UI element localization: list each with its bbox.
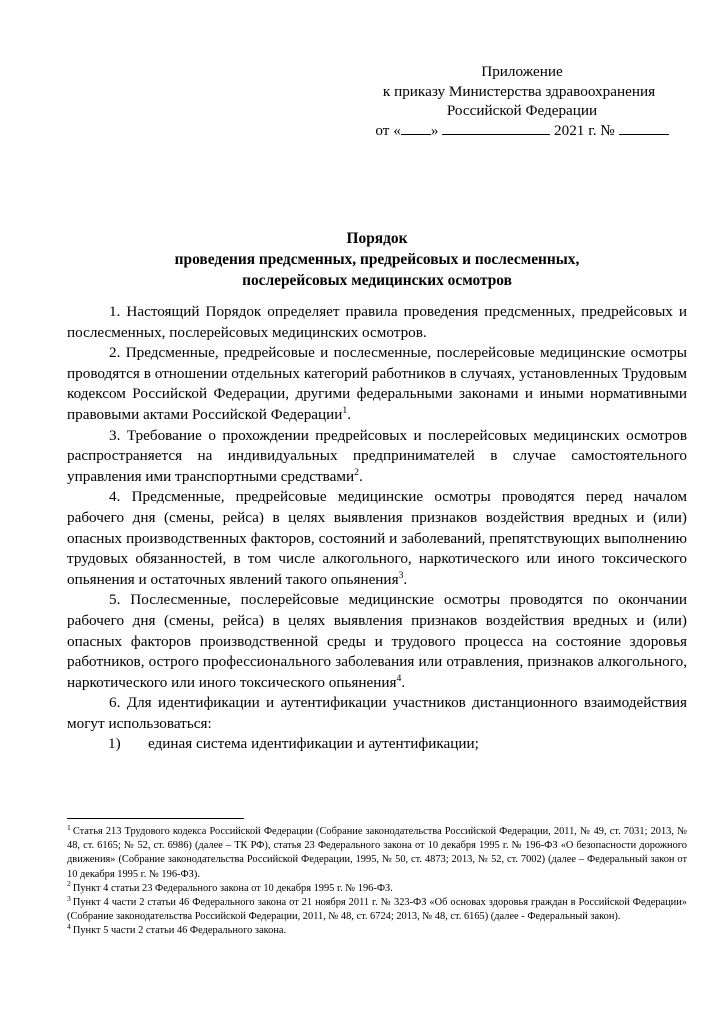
order-year-text: 2021 г. №	[550, 121, 619, 139]
title-line-3: послерейсовых медицинских осмотров	[242, 272, 512, 289]
footnote-4	[67, 921, 687, 938]
order-date-mid: »	[430, 121, 443, 139]
header-ministry-line: к приказу Министерства здравоохранения	[382, 82, 656, 100]
footnote-3-number: 3	[67, 893, 71, 903]
footnote-1	[67, 822, 687, 882]
paragraph-6: 6. Для идентификации и аутентификации участников дистанционного взаимодействия могут использоваться:	[67, 694, 687, 732]
header-appendix-label: Приложение	[481, 63, 563, 80]
list-item-label: единая система идентификации и аутентификации;	[148, 735, 479, 753]
footnote-2	[67, 879, 687, 896]
paragraph-5	[67, 590, 687, 693]
paragraph-5-text: 5. Послесменные, послерейсовые медицинские осмотры проводятся по окончании рабочего дня (смены, рейса) в целях выявления признаков воздействия вредных и (или) опасных факторов производственной среды и трудового процесса на состояние здоровья работников, острого профессионального заболевания или отравления, признаков алкогольного, наркотического или иного токсического опьянения	[67, 591, 687, 691]
paragraph-2	[67, 343, 687, 425]
footnote-1-number: 1	[67, 822, 71, 832]
order-month-blank	[442, 134, 550, 135]
footnote-4-number: 4	[67, 921, 71, 931]
footnote-separator	[67, 818, 244, 819]
order-number-blank	[619, 134, 669, 135]
footnote-3-text: Пункт 4 части 2 статьи 46 Федерального закона от 21 ноября 2011 г. № 323-ФЗ «Об основах здоровья граждан в Российской Федерации» (Собрание законодательства Российской Федерации, 2011, № 48, ст. 6724; 2013, № 48, ст. 6165) (далее - Федеральный закон).	[67, 897, 687, 923]
paragraph-2-tail: .	[347, 405, 352, 423]
footnote-ref-3: 3	[398, 569, 404, 581]
footnote-1-text: Статья 213 Трудового кодекса Российской Федерации (Собрание законодательства Российской Федерации, 2011, № 49, ст. 7031; 2013, № 48, ст. 6165; № 52, ст. 6986) (далее – ТК РФ), статья 23 Федерального закона от 10 декабря 1995 г. № 196-ФЗ «О безопасности дорожного движения» (Собрание законодательства Российской Федерации, 1995, № 50, ст. 4873; 2013, № 52, ст. 7002) (далее – Федеральный закон от 10 декабря 1995 г. № 196-ФЗ).	[67, 826, 687, 880]
title-line-2: проведения предсменных, предрейсовых и послесменных,	[174, 251, 580, 268]
footnote-ref-1: 1	[342, 404, 348, 416]
paragraph-1: 1. Настоящий Порядок определяет правила проведения предсменных, предрейсовых и послесменных, послерейсовых медицинских осмотров.	[67, 303, 687, 341]
list-item	[67, 734, 687, 755]
title-line-1: Порядок	[346, 230, 408, 247]
paragraph-4	[67, 487, 687, 590]
list-item-marker: 1)	[108, 735, 121, 753]
paragraph-2-text: 2. Предсменные, предрейсовые и послесменные, послерейсовые медицинские осмотры проводятся в отношении отдельных категорий работников в случаях, установленных Трудовым кодексом Российской Федерации, другими федеральными законами и иными нормативными правовыми актами Российской Федерации	[67, 344, 687, 423]
order-date-prefix: от «	[375, 121, 401, 139]
page-title	[67, 228, 687, 291]
footnote-ref-2: 2	[354, 466, 359, 478]
footnote-2-text: Пункт 4 статьи 23 Федерального закона от 10 декабря 1995 г. № 196-ФЗ.	[72, 882, 393, 894]
document-header-block	[356, 62, 688, 140]
footnote-3	[67, 893, 687, 924]
paragraph-5-tail: .	[401, 673, 406, 691]
footnote-4-text: Пункт 5 части 2 статьи 46 Федерального закона.	[72, 925, 287, 937]
paragraph-3-text: 3. Требование о прохождении предрейсовых и послерейсовых медицинских осмотров распространяется на индивидуальных предпринимателей в случае самостоятельного управления ими транспортными средствами	[67, 426, 687, 485]
paragraph-4-text: 4. Предсменные, предрейсовые медицинские осмотры проводятся перед началом рабочего дня (смены, рейса) в целях выявления признаков воздействия вредных и (или) опасных производственных факторов, состояний и заболеваний, препятствующих выполнению трудовых обязанностей, в том числе алкогольного, наркотического или иного токсического опьянения и остаточных явлений такого опьянения	[67, 488, 687, 588]
order-day-blank	[401, 134, 431, 135]
footnote-area	[67, 818, 687, 939]
paragraph-3-tail: .	[358, 467, 363, 485]
paragraph-4-tail: .	[403, 570, 408, 588]
header-federation-line: Российской Федерации	[446, 102, 598, 119]
document-body	[67, 302, 687, 755]
footnote-2-number: 2	[67, 879, 71, 889]
paragraph-3	[67, 426, 687, 488]
header-order-date-line	[356, 121, 688, 141]
footnote-ref-4: 4	[396, 672, 402, 684]
